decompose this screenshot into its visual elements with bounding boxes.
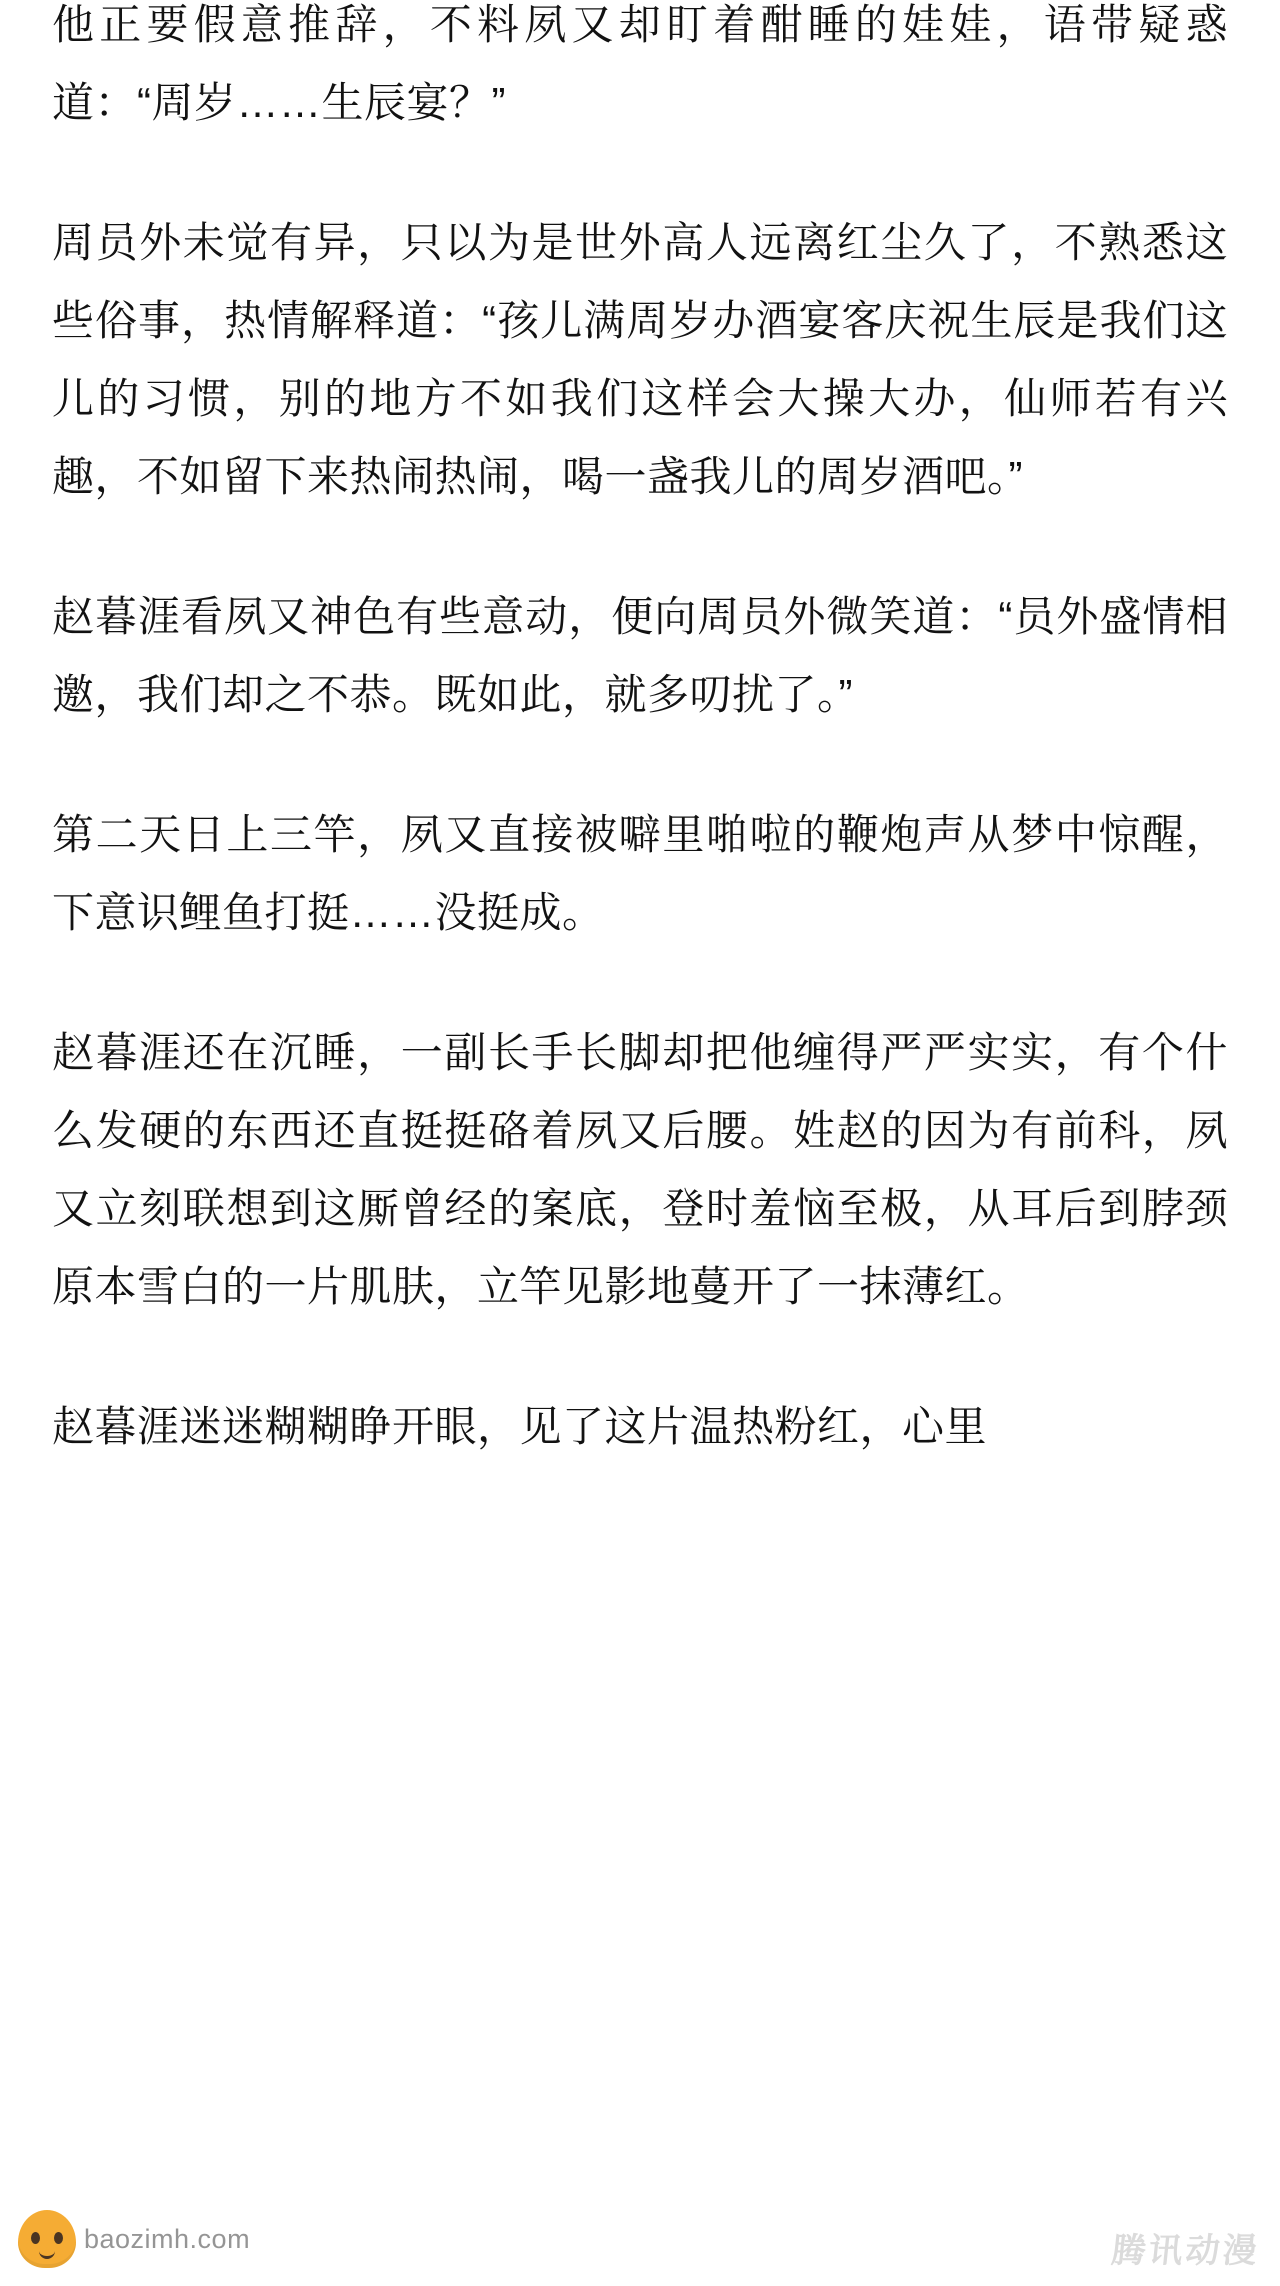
novel-text-body: [52, 0, 1228, 1466]
paragraph: 赵暮涯迷迷糊糊睁开眼，见了这片温热粉红，心里: [52, 1403, 988, 1450]
paragraph: 他正要假意推辞，不料夙又却盯着酣睡的娃娃，语带疑惑道：“周岁……生辰宴？”: [52, 1, 1228, 126]
site-watermark: [18, 2210, 250, 2268]
publisher-watermark: 腾讯动漫: [1109, 2232, 1262, 2270]
paragraph: 第二天日上三竿，夙又直接被噼里啪啦的鞭炮声从梦中惊醒，下意识鲤鱼打挺……没挺成。: [52, 811, 1228, 936]
paragraph: 赵暮涯还在沉睡，一副长手长脚却把他缠得严严实实，有个什么发硬的东西还直挺挺硌着夙又后腰。姓赵的因为有前科，夙又立刻联想到这厮曾经的案底，登时羞恼至极，从耳后到脖颈原本雪白的一片肌肤，立竿见影地蔓开了一抹薄红。: [52, 1029, 1228, 1310]
mascot-mouth-icon: [39, 2248, 55, 2259]
watermark-label: baozimh.com: [84, 2223, 251, 2254]
steamed-bun-mascot-icon: [18, 2210, 76, 2268]
paragraph: 周员外未觉有异，只以为是世外高人远离红尘久了，不熟悉这些俗事，热情解释道：“孩儿满周岁办酒宴客庆祝生辰是我们这儿的习惯，别的地方不如我们这样会大操大办，仙师若有兴趣，不如留下来热闹热闹，喝一盏我儿的周岁酒吧。”: [52, 219, 1228, 500]
paragraph: 赵暮涯看夙又神色有些意动，便向周员外微笑道：“员外盛情相邀，我们却之不恭。既如此，就多叨扰了。”: [52, 593, 1228, 718]
